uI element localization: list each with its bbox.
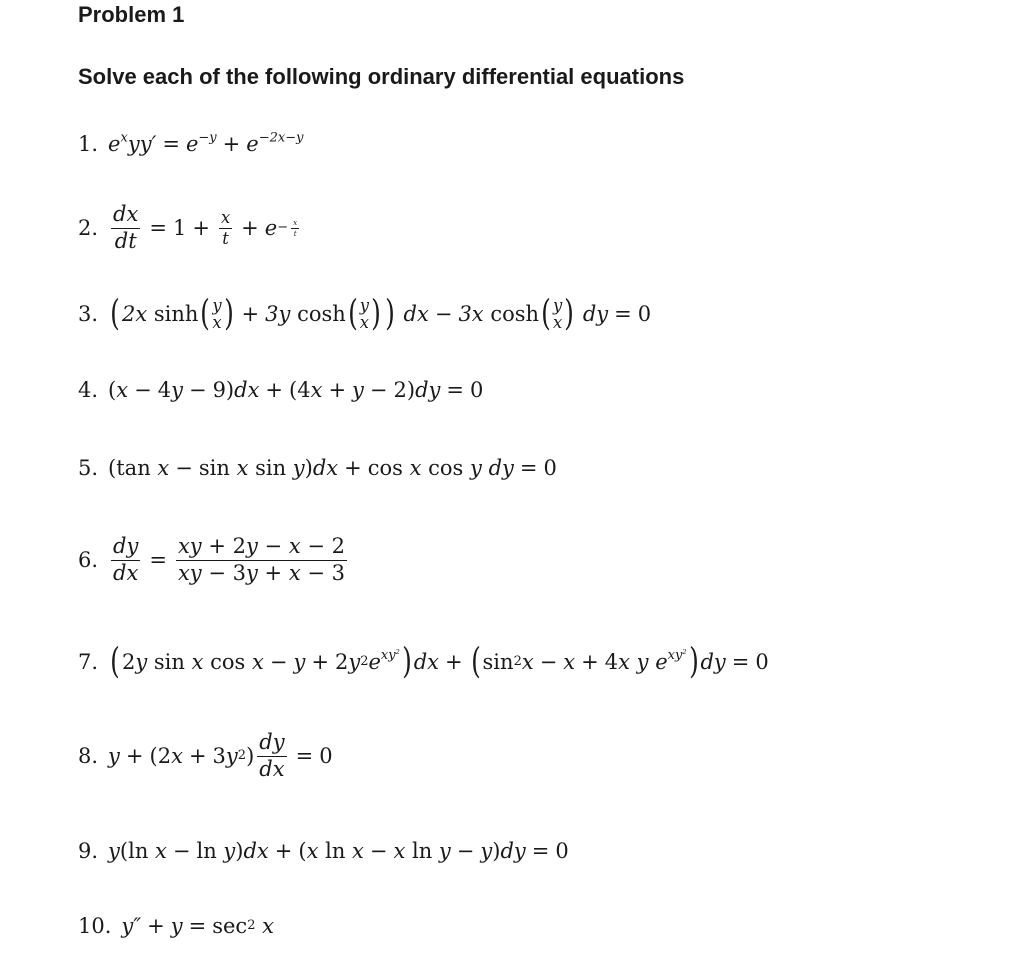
problem-8 [78, 726, 333, 786]
problem-6 [78, 530, 350, 590]
problem-number: 5. [78, 456, 99, 480]
equation: y + (2 x + 3 y 2 ) $\frac{dy}{dx}$ = 0 [108, 730, 333, 781]
problem-10 [78, 896, 274, 956]
problem-title: Problem 1 [78, 2, 185, 27]
problem-number: 9. [78, 839, 99, 863]
problem-3 [78, 284, 651, 344]
problem-2 [78, 198, 302, 258]
problem-1 [78, 114, 303, 174]
problem-5 [78, 438, 557, 498]
problem-number: 1. [78, 132, 99, 156]
equation: ( x − 4 y − 9) dx + (4 x + y − 2) dy = 0 [108, 378, 484, 402]
instruction-text: Solve each of the following ordinary differential equations [78, 64, 685, 89]
equation: $e^xyy'$ = $e^{-y}$ + $e^{-2x-y}$ [108, 130, 304, 156]
problem-number: 3. [78, 302, 99, 326]
problem-7 [78, 632, 769, 692]
problem-number: 7. [78, 650, 99, 674]
equation: y″ + y = sec 2 x [121, 914, 274, 938]
equation: y (ln x − ln y ) dx + ( x ln x − x ln y − y ) dy = 0 [108, 839, 569, 863]
equation: (tan x − sin x sin y ) dx + cos x cos y dy = 0 [108, 456, 557, 480]
problem-number: 4. [78, 378, 99, 402]
problem-number: 2. [78, 216, 99, 240]
equation: $\frac{dx}{dt}$ = 1 + $\frac{x}{t}$ + e − $\frac{x}{t}$ [113, 202, 298, 253]
equation: ( 2 y sin x cos x − y + 2 y 2 $e^{xy^2}$ ) dx + ( sin 2 x − x + 4 x y $e^{xy^2}$ ) dy = 0 [110, 641, 769, 683]
problem-4 [78, 360, 483, 420]
problem-number: 8. [78, 744, 99, 768]
problem-9 [78, 821, 569, 881]
problem-number: 10. [78, 914, 112, 938]
equation: $\frac{dy}{dx}$ = $\frac{xy + 2y - x - 2}{xy - 3y + x - 3}$ [113, 534, 345, 585]
equation: ( 2x sinh ( y x ) + 3y cosh ( y x ) ) dx − 3x cosh ( y x ) dy = 0 [110, 293, 652, 335]
problem-number: 6. [78, 548, 99, 572]
